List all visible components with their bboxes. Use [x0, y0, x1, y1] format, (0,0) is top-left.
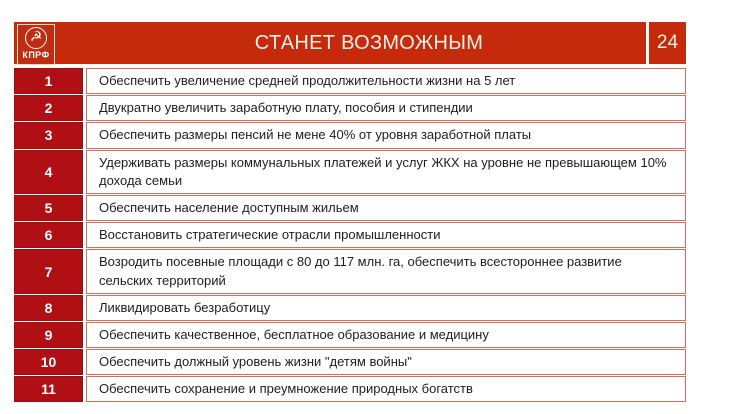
- row-number: 4: [14, 150, 83, 194]
- hammer-and-sickle-icon: ☭: [25, 27, 47, 49]
- row-text: Обеспечить качественное, бесплатное образование и медицину: [86, 322, 686, 348]
- row-text: Двукратно увеличить заработную плату, пособия и стипендии: [86, 95, 686, 121]
- row-text: Обеспечить сохранение и преумножение природных богатств: [86, 376, 686, 402]
- table-row: [14, 376, 686, 402]
- row-text: Удерживать размеры коммунальных платежей и услуг ЖКХ на уровне не превышающем 10% дохода семьи: [86, 150, 686, 194]
- row-text: Ликвидировать безработицу: [86, 295, 686, 321]
- table-row: [14, 195, 686, 221]
- page-number: 24: [649, 22, 686, 64]
- goals-table: [14, 68, 686, 402]
- table-row: [14, 95, 686, 121]
- row-number: 8: [14, 295, 83, 321]
- table-row: [14, 322, 686, 348]
- row-number: 9: [14, 322, 83, 348]
- row-number: 11: [14, 376, 83, 402]
- row-number: 7: [14, 249, 83, 293]
- table-row: [14, 150, 686, 194]
- row-text: Обеспечить население доступным жильем: [86, 195, 686, 221]
- table-row: [14, 222, 686, 248]
- row-number: 1: [14, 68, 83, 94]
- table-row: [14, 295, 686, 321]
- page-title: СТАНЕТ ВОЗМОЖНЫМ: [254, 32, 484, 54]
- table-row: [14, 68, 686, 94]
- row-text: Обеспечить должный уровень жизни "детям войны": [86, 349, 686, 375]
- header-bar: [14, 22, 646, 64]
- row-number: 2: [14, 95, 83, 121]
- row-text: Обеспечить увеличение средней продолжительности жизни на 5 лет: [86, 68, 686, 94]
- row-text: Возродить посевные площади с 80 до 117 млн. га, обеспечить всестороннее развитие сельских территорий: [86, 249, 686, 293]
- row-number: 6: [14, 222, 83, 248]
- row-number: 10: [14, 349, 83, 375]
- table-row: [14, 249, 686, 293]
- kprf-logo: [17, 24, 55, 65]
- row-number: 5: [14, 195, 83, 221]
- logo-label: КПРФ: [22, 50, 50, 60]
- row-number: 3: [14, 122, 83, 148]
- table-row: [14, 122, 686, 148]
- row-text: Обеспечить размеры пенсий не мене 40% от уровня заработной платы: [86, 122, 686, 148]
- table-row: [14, 349, 686, 375]
- row-text: Восстановить стратегические отрасли промышленности: [86, 222, 686, 248]
